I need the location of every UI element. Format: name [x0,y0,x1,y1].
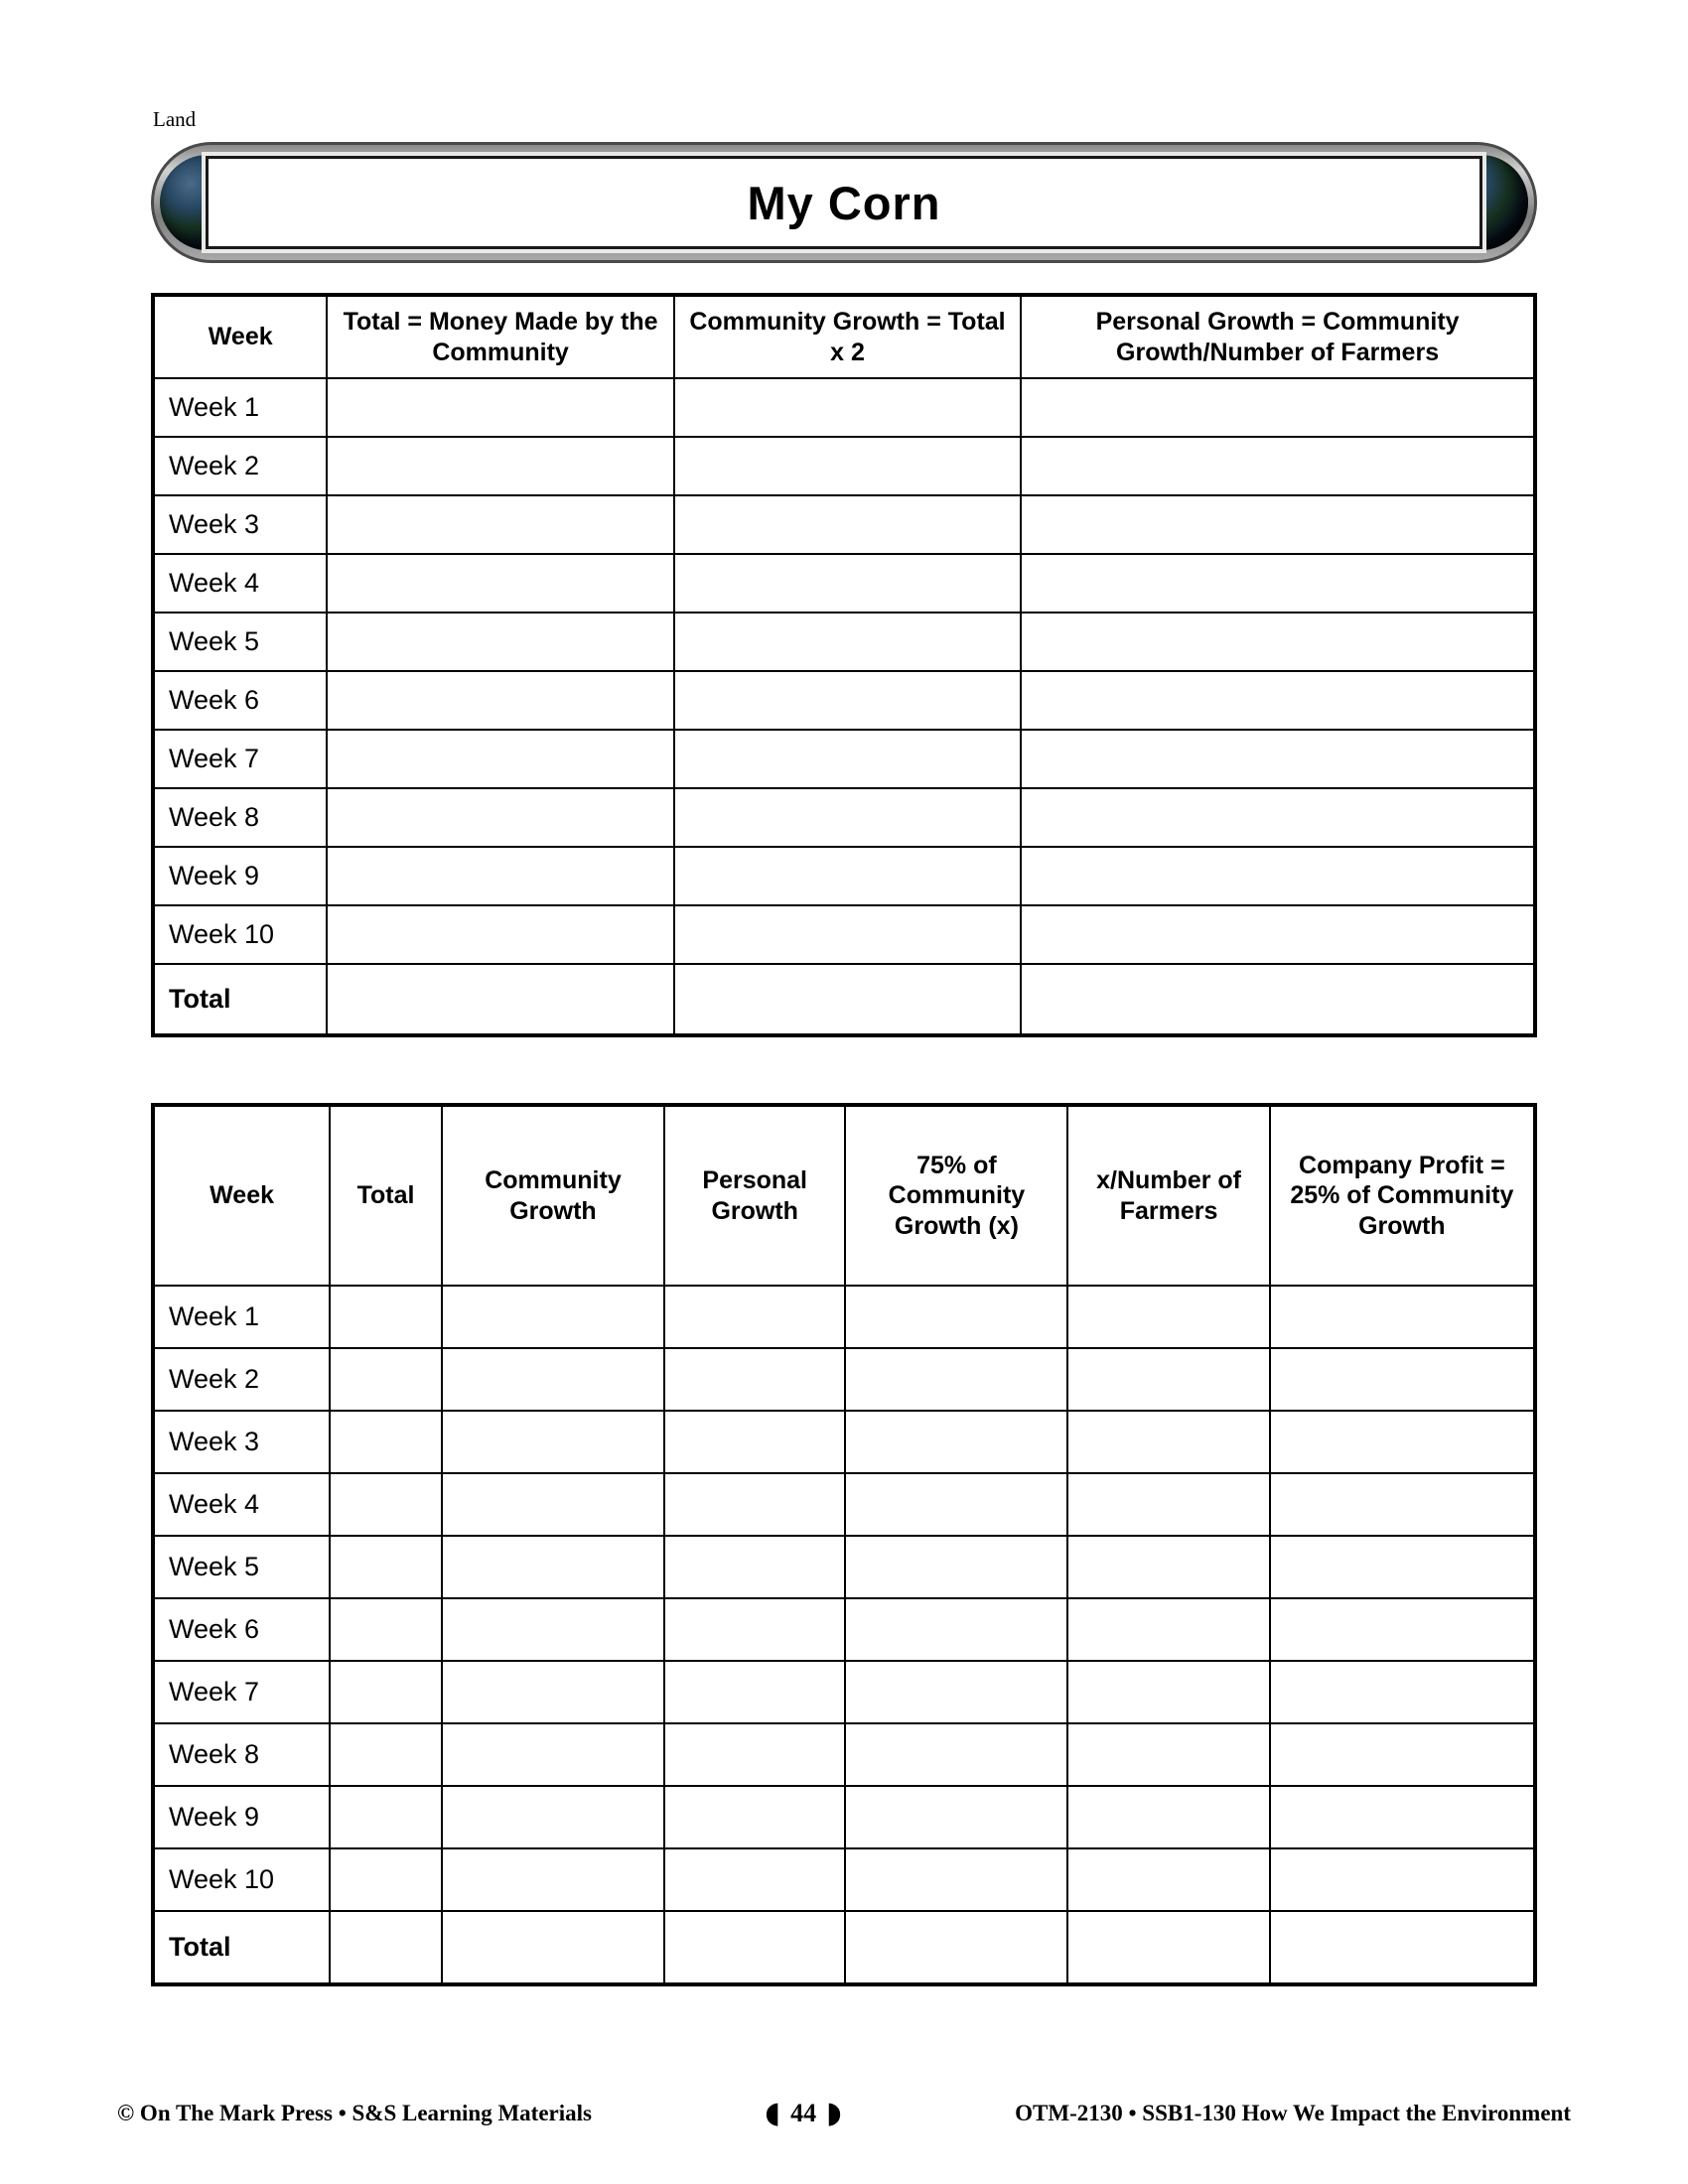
blank-cell [674,554,1021,613]
blank-cell [845,1286,1067,1348]
week-label: Week 6 [153,671,327,730]
header-75-percent-growth: 75% of Community Growth (x) [845,1105,1067,1286]
week-label: Week 8 [153,788,327,847]
blank-cell [330,1661,442,1723]
blank-cell [674,905,1021,964]
blank-cell [330,1723,442,1786]
blank-cell [1270,1286,1535,1348]
week-label: Week 1 [153,1286,330,1348]
page-title: My Corn [747,176,941,229]
header-total: Total [330,1105,442,1286]
blank-cell [1021,905,1535,964]
week-label: Week 2 [153,437,327,495]
blank-cell [442,1348,664,1411]
blank-cell [845,1723,1067,1786]
blank-cell [664,1536,845,1598]
blank-cell [674,847,1021,905]
blank-cell [845,1348,1067,1411]
corner-label: Land [153,107,197,131]
blank-cell [327,847,673,905]
blank-cell [674,671,1021,730]
blank-cell [1067,1598,1269,1661]
blank-cell [674,378,1021,437]
week-label: Week 10 [153,905,327,964]
blank-cell [330,1348,442,1411]
title-banner [151,142,1537,263]
page-number-block [765,2096,842,2130]
company-profit-table [151,1103,1537,1986]
blank-cell [442,1286,664,1348]
blank-cell [674,964,1021,1035]
blank-cell [1021,671,1535,730]
blank-cell [1021,730,1535,788]
blank-cell [664,1911,845,1984]
footer [117,2096,1571,2130]
blank-cell [664,1723,845,1786]
blank-cell [1067,1848,1269,1911]
week-label: Week 3 [153,1411,330,1473]
blank-cell [1021,964,1535,1035]
week-row [153,905,1535,964]
total-label: Total [153,1911,330,1984]
blank-cell [330,1473,442,1536]
blank-cell [845,1661,1067,1723]
blank-cell [442,1911,664,1984]
blank-cell [664,1411,845,1473]
blank-cell [1021,847,1535,905]
week-row [153,671,1535,730]
week-label: Week 7 [153,730,327,788]
blank-cell [1270,1536,1535,1598]
blank-cell [1067,1911,1269,1984]
total-row [153,1911,1535,1984]
blank-cell [845,1598,1067,1661]
header-company-profit: Company Profit = 25% of Community Growth [1270,1105,1535,1286]
blank-cell [330,1536,442,1598]
page-marker-right-icon: ◗ [826,2096,842,2130]
week-row [153,613,1535,671]
blank-cell [327,788,673,847]
week-row [153,1536,1535,1598]
blank-cell [845,1848,1067,1911]
week-row [153,1723,1535,1786]
header-community-growth: Community Growth [442,1105,664,1286]
blank-cell [845,1536,1067,1598]
week-row [153,1786,1535,1848]
blank-cell [327,964,673,1035]
week-row [153,554,1535,613]
table-body [153,1286,1535,1984]
blank-cell [674,437,1021,495]
blank-cell [1067,1786,1269,1848]
blank-cell [1270,1598,1535,1661]
header-total-money: Total = Money Made by the Community [327,295,673,378]
blank-cell [664,1286,845,1348]
week-row [153,730,1535,788]
week-row [153,1286,1535,1348]
blank-cell [845,1473,1067,1536]
blank-cell [327,495,673,554]
blank-cell [1270,1723,1535,1786]
week-row [153,437,1535,495]
blank-cell [330,1848,442,1911]
week-row [153,1348,1535,1411]
blank-cell [442,1473,664,1536]
blank-cell [327,730,673,788]
blank-cell [1067,1536,1269,1598]
page-number: 44 [790,2099,817,2127]
week-label: Week 1 [153,378,327,437]
total-row [153,964,1535,1035]
blank-cell [442,1536,664,1598]
blank-cell [1067,1661,1269,1723]
page-marker-left-icon: ◖ [765,2096,781,2130]
blank-cell [327,554,673,613]
blank-cell [1270,1786,1535,1848]
blank-cell [1270,1848,1535,1911]
footer-publisher: © On The Mark Press • S&S Learning Materials [117,2101,592,2125]
blank-cell [1270,1348,1535,1411]
week-row [153,1661,1535,1723]
week-row [153,495,1535,554]
blank-cell [330,1786,442,1848]
blank-cell [1067,1473,1269,1536]
blank-cell [327,437,673,495]
blank-cell [1021,437,1535,495]
week-label: Week 10 [153,1848,330,1911]
week-row [153,378,1535,437]
blank-cell [442,1786,664,1848]
blank-cell [327,671,673,730]
blank-cell [664,1661,845,1723]
blank-cell [327,905,673,964]
blank-cell [1067,1286,1269,1348]
week-label: Week 9 [153,1786,330,1848]
blank-cell [442,1661,664,1723]
blank-cell [330,1598,442,1661]
week-label: Week 8 [153,1723,330,1786]
blank-cell [327,378,673,437]
header-row [153,1105,1535,1286]
blank-cell [664,1473,845,1536]
blank-cell [674,788,1021,847]
header-personal-growth: Personal Growth [664,1105,845,1286]
week-row [153,1848,1535,1911]
week-label: Week 3 [153,495,327,554]
blank-cell [330,1411,442,1473]
blank-cell [442,1723,664,1786]
week-row [153,1473,1535,1536]
blank-cell [442,1598,664,1661]
week-row [153,1411,1535,1473]
blank-cell [664,1848,845,1911]
blank-cell [327,613,673,671]
blank-cell [442,1848,664,1911]
week-label: Week 7 [153,1661,330,1723]
blank-cell [845,1411,1067,1473]
blank-cell [1021,613,1535,671]
blank-cell [1067,1411,1269,1473]
blank-cell [1021,788,1535,847]
blank-cell [1067,1348,1269,1411]
week-label: Week 6 [153,1598,330,1661]
header-community-growth: Community Growth = Total x 2 [674,295,1021,378]
blank-cell [1021,378,1535,437]
blank-cell [1067,1723,1269,1786]
week-row [153,1598,1535,1661]
blank-cell [664,1348,845,1411]
week-label: Week 4 [153,1473,330,1536]
community-money-table [151,293,1537,1037]
blank-cell [674,613,1021,671]
blank-cell [330,1911,442,1984]
week-label: Week 9 [153,847,327,905]
blank-cell [1270,1661,1535,1723]
total-label: Total [153,964,327,1035]
week-label: Week 5 [153,1536,330,1598]
header-row [153,295,1535,378]
blank-cell [674,495,1021,554]
blank-cell [1270,1411,1535,1473]
header-x-number-farmers: x/Number of Farmers [1067,1105,1269,1286]
header-week: Week [153,295,327,378]
blank-cell [1270,1911,1535,1984]
week-row [153,847,1535,905]
week-label: Week 2 [153,1348,330,1411]
header-week: Week [153,1105,330,1286]
week-row [153,788,1535,847]
blank-cell [330,1286,442,1348]
header-personal-growth: Personal Growth = Community Growth/Number of Farmers [1021,295,1535,378]
blank-cell [664,1786,845,1848]
blank-cell [442,1411,664,1473]
week-label: Week 5 [153,613,327,671]
title-box [206,156,1482,249]
footer-product-code: OTM-2130 • SSB1-130 How We Impact the Environment [1015,2101,1571,2125]
blank-cell [1270,1473,1535,1536]
blank-cell [674,730,1021,788]
blank-cell [1021,554,1535,613]
table-body [153,378,1535,1035]
blank-cell [1021,495,1535,554]
blank-cell [845,1911,1067,1984]
blank-cell [664,1598,845,1661]
week-label: Week 4 [153,554,327,613]
blank-cell [845,1786,1067,1848]
